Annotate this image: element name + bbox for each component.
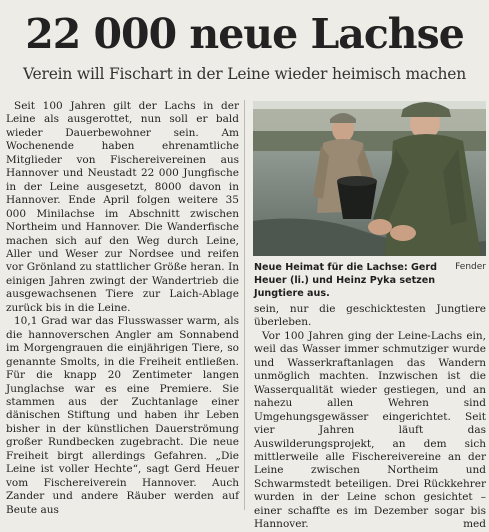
photo-credit: Fender bbox=[455, 262, 486, 272]
column-divider bbox=[244, 100, 245, 510]
author-initials: med bbox=[463, 518, 486, 531]
article-column-right bbox=[254, 303, 486, 531]
headline: 22 000 neue Lachse bbox=[25, 10, 464, 58]
paragraph-3 bbox=[254, 330, 486, 532]
paragraph-3-text: Vor 100 Jahren ging der Leine-Lachs ein, weil das Wasser immer schmutziger wurde und Wasserkraftanlagen das Wandern unmöglich machten. Inzwischen ist die Wasserqualität wieder gestiegen, und an nahezu allen Wehren sind Umgehungsgewässer eingerichtet. Seit vier Jahren läuft das Auswilderungsprojekt, an dem sich mittlerweile alle Fischereivereine an der Leine zwischen Northeim und Schwarmstedt beteiligen. Drei Rückkehrer wurden in der Leine schon gesichtet – einer schaffte es im Dezember sogar bis Hannover. bbox=[254, 329, 486, 531]
article-column-left bbox=[6, 100, 239, 516]
paragraph-1: Seit 100 Jahren gilt der Lachs in der Leine als ausgerottet, nun soll er bald wieder Dauerbewohner sein. Am Wochenende haben ehrenamtliche Mitglieder von Fischereivereinen aus Hannover und Neustadt 22 000 Jungfische in der Leine ausgesetzt, 8000 davon in Hannover. Ende April folgen weitere 35 000 Minilachse im Abschnitt zwischen Northeim und Hannover. Die Wanderfische machen sich auf den Weg durch Leine, Aller und Weser zur Nordsee und reifen vor Grönland zu stattlicher Größe heran. In einigen Jahren zwingt der Wandertrieb die ausgewachsenen Tiere zur Laich-Ablage zurück bis in die Leine. bbox=[6, 100, 239, 314]
paragraph-2: 10,1 Grad war das Flusswasser warm, als die hannoverschen Angler am Sonnabend im Morgengrauen die einjährigen Tiere, so genannte Smolts, in die Freiheit entließen. Für die knapp 20 Zentimeter langen Junglachse war es eine Premiere. Sie stammen aus der Zuchtanlage einer dänischen Stiftung und haben ihr Leben bisher in der künstlichen Dauerströmung großer Rundbecken zugebracht. Die neue Freiheit birgt allerdings Gefahren. „Die Leine ist voller Hechte“, sagt Gerd Heuer vom Fischereiverein Hannover. Auch Zander und andere Räuber werden auf Beute aus bbox=[6, 315, 239, 516]
subheadline: Verein will Fischart in der Leine wieder heimisch machen bbox=[22, 65, 467, 83]
article-photo bbox=[253, 101, 486, 256]
photo-caption-text: Neue Heimat für die Lachse: Gerd Heuer (li.) und Heinz Pyka setzen Jungtiere aus. bbox=[254, 262, 437, 299]
photo-caption bbox=[254, 261, 486, 300]
paragraph-2-continued: sein, nur die geschicktesten Jungtiere überleben. bbox=[254, 303, 486, 329]
anglers-photo-illustration bbox=[253, 101, 486, 256]
